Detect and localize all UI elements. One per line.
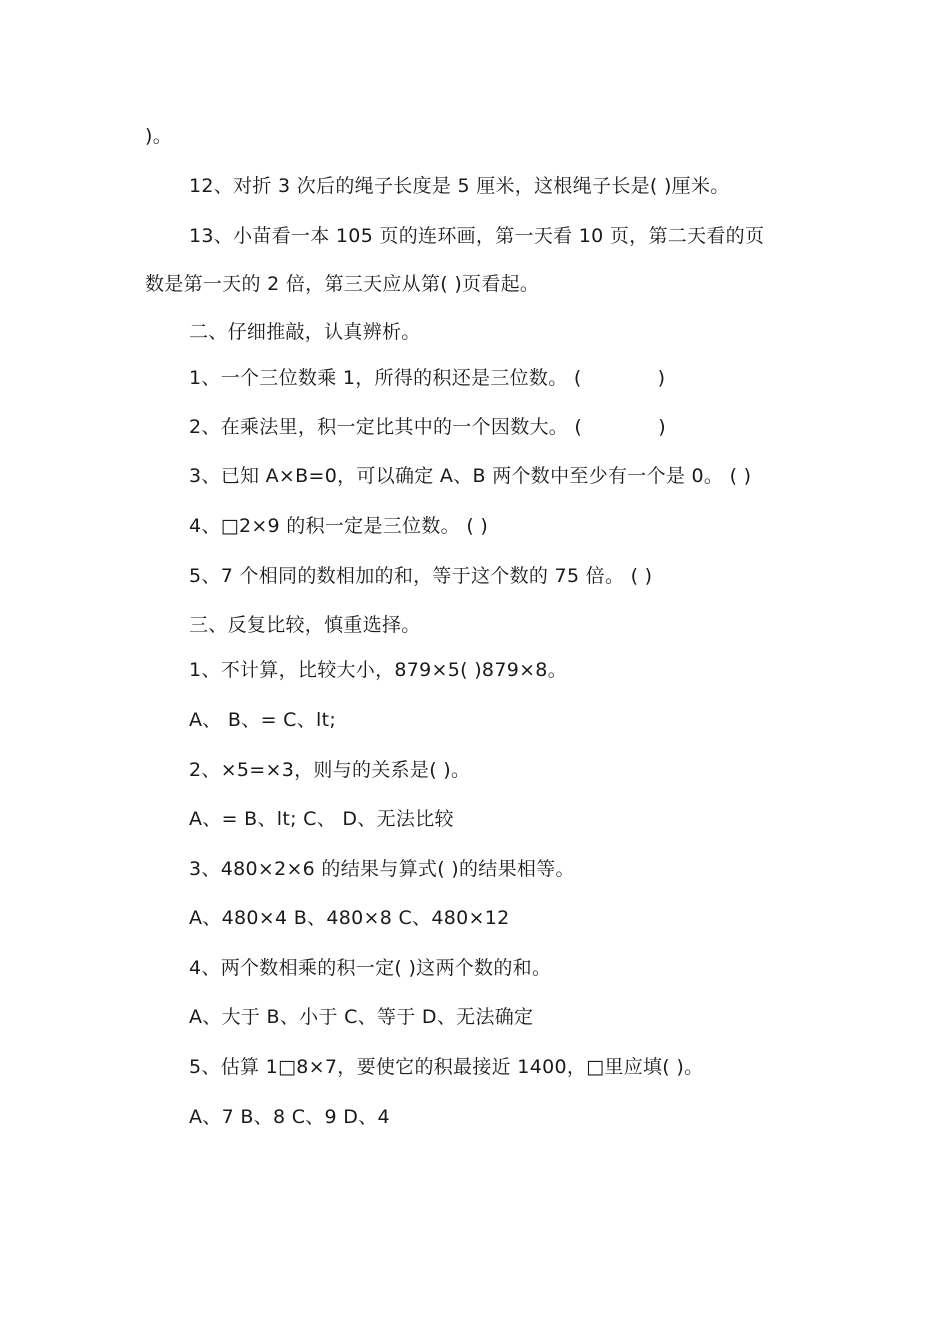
- section-heading: 三、反复比较，慎重选择。: [189, 614, 421, 636]
- text-line: A、 B、= C、lt;: [189, 709, 337, 731]
- text-line: 3、已知 A×B=0，可以确定 A、B 两个数中至少有一个是 0。 ( ): [189, 465, 752, 487]
- text-line: 5、7 个相同的数相加的和，等于这个数的 75 倍。 ( ): [189, 565, 653, 587]
- text-line: 1、不计算，比较大小，879×5( )879×8。: [189, 659, 568, 681]
- text-line: 4、□2×9 的积一定是三位数。 ( ): [189, 515, 489, 537]
- text-line: A、480×4 B、480×8 C、480×12: [189, 907, 510, 929]
- text-line: A、= B、lt; C、 D、无法比较: [189, 808, 454, 830]
- section-heading: 二、仔细推敲，认真辨析。: [189, 321, 421, 343]
- text-line: 5、估算 1□8×7，要使它的积最接近 1400，□里应填( )。: [189, 1056, 704, 1078]
- text-line: 2、×5=×3，则与的关系是( )。: [189, 759, 471, 781]
- text-line: 3、480×2×6 的结果与算式( )的结果相等。: [189, 858, 575, 880]
- text-line: )。: [145, 125, 173, 147]
- text-line: 12、对折 3 次后的绳子长度是 5 厘米，这根绳子长是( )厘米。: [189, 175, 730, 197]
- text-line: 1、一个三位数乘 1，所得的积还是三位数。 ( ): [189, 367, 666, 389]
- text-line: 数是第一天的 2 倍，第三天应从第( )页看起。: [145, 273, 540, 295]
- text-line: A、大于 B、小于 C、等于 D、无法确定: [189, 1006, 534, 1028]
- text-line: 4、两个数相乘的积一定( )这两个数的和。: [189, 957, 552, 979]
- text-line: A、7 B、8 C、9 D、4: [189, 1106, 390, 1128]
- text-line: 2、在乘法里，积一定比其中的一个因数大。 ( ): [189, 416, 666, 438]
- text-line: 13、小苗看一本 105 页的连环画，第一天看 10 页，第二天看的页: [189, 225, 765, 247]
